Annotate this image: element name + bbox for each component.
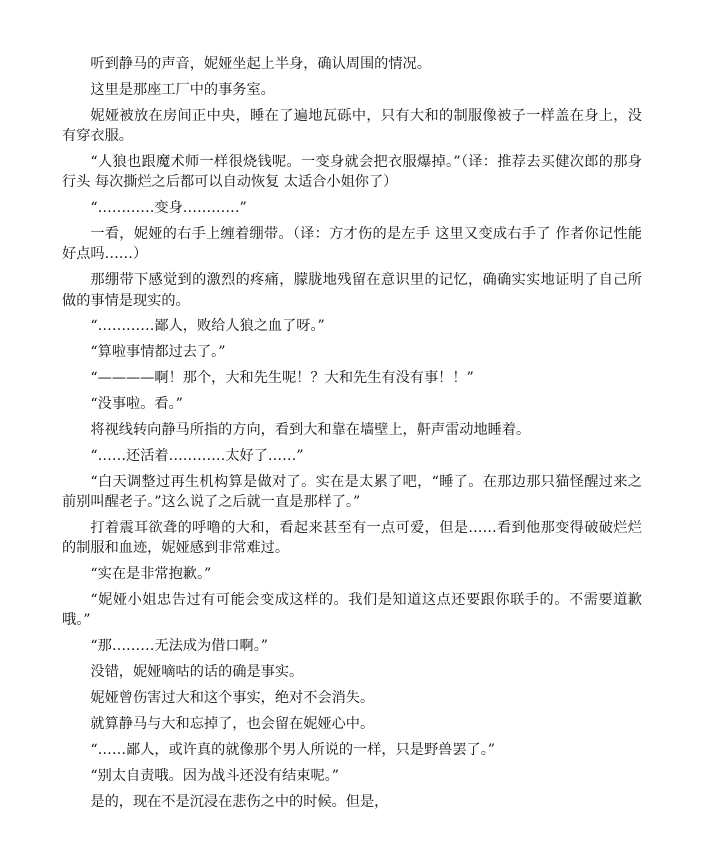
paragraph: “————啊！那个，大和先生呢！？大和先生有没有事！！”: [90, 370, 474, 387]
paragraph: “白天调整过再生机构算是做对了。实在是太累了吧，“睡了。在那边那只猫怪醒过来之前别叫醒老子。”这么说了之后就一直是那样了。”: [62, 473, 642, 511]
paragraph: 一看，妮娅的右手上缠着绷带。（译：方才伤的是左手 这里又变成右手了 作者你记性能好点吗……）: [62, 226, 642, 263]
paragraph: “…………变身…………”: [90, 200, 247, 217]
paragraph: “那………无法成为借口啊。”: [90, 638, 269, 655]
paragraph: “没事啦。看。”: [90, 396, 183, 413]
paragraph: “妮娅小姐忠告过有可能会变成这样的。我们是知道这点还要跟你联手的。不需要道歉哦。”: [62, 592, 642, 629]
paragraph: 将视线转向静马所指的方向，看到大和靠在墙壁上，鼾声雷动地睡着。: [90, 421, 531, 438]
paragraph: 没错，妮娅嘀咕的话的确是事实。: [90, 664, 304, 681]
paragraph: 妮娅被放在房间正中央，睡在了遍地瓦砾中，只有大和的制服像被子一样盖在身上，没有穿衣服。: [62, 107, 642, 145]
paragraph: “……鄙人，或许真的就像那个男人所说的一样，只是野兽罢了。”: [90, 741, 496, 758]
paragraph: 那绷带下感觉到的激烈的疼痛，朦胧地残留在意识里的记忆，确确实实地证明了自己所做的事情是现实的。: [62, 272, 642, 309]
paragraph: “别太自责哦。因为战斗还没有结束呢。”: [90, 767, 339, 784]
paragraph: “…………鄙人，败给人狼之血了呀。”: [90, 318, 325, 335]
paragraph: 是的，现在不是沉浸在悲伤之中的时候。但是，: [90, 793, 389, 810]
paragraph: 妮娅曾伤害过大和这个事实，绝对不会消失。: [90, 690, 375, 706]
paragraph: “……还活着…………太好了……”: [90, 447, 304, 464]
paragraph: “算啦事情都过去了。”: [90, 344, 226, 361]
paragraph: 这里是那座工厂中的事务室。: [90, 81, 275, 98]
paragraph: “人狼也跟魔术师一样很烧钱呢。一变身就会把衣服爆掉。”（译：推荐去买健次郎的那身行头 每次撕烂之后都可以自动恢复 太适合小姐你了）: [62, 153, 642, 191]
paragraph: “实在是非常抱歉。”: [90, 566, 212, 583]
paragraph: 就算静马与大和忘掉了，也会留在妮娅心中。: [90, 715, 375, 732]
document-body: [62, 54, 642, 817]
paragraph: 听到静马的声音，妮娅坐起上半身，确认周围的情况。: [90, 56, 431, 72]
paragraph: 打着震耳欲聋的呼噜的大和，看起来甚至有一点可爱，但是……看到他那变得破破烂烂的制服和血迹，妮娅感到非常难过。: [62, 519, 642, 557]
